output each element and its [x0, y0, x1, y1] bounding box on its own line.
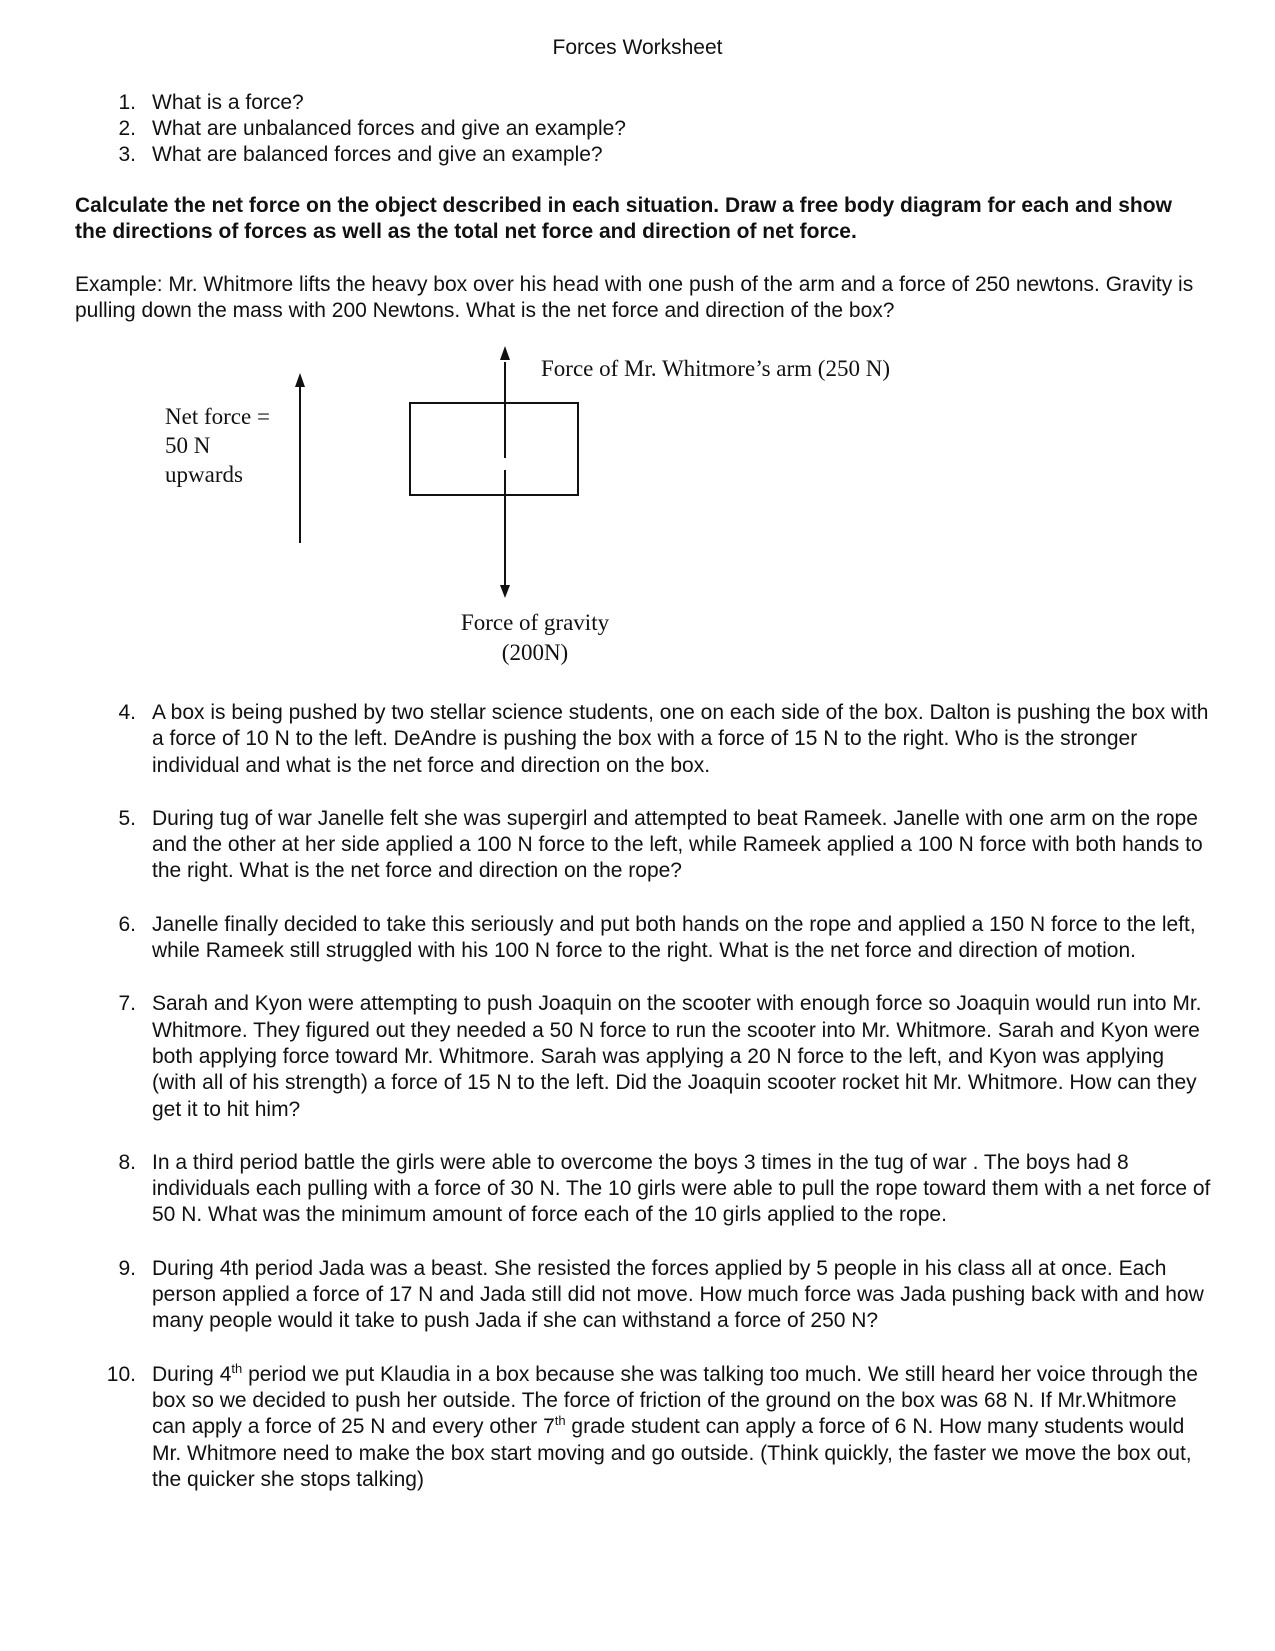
question-number: 9. [118, 1256, 136, 1280]
list-item [76, 1150, 1211, 1229]
arm-force-arrowhead [500, 346, 510, 360]
list-item [76, 1362, 1211, 1493]
net-force-arrowhead [295, 373, 305, 387]
list-item [76, 991, 1211, 1122]
question-text: What is a force? [152, 91, 304, 114]
question-text: What are unbalanced forces and give an example? [152, 117, 626, 140]
list-item [76, 806, 1211, 885]
question-text-part: period we put Klaudia in a box because she was talking too much. We still heard her voice through the box so we decided to push her outside. The force of friction of the ground on the box was 68 N. If Mr.Whitmore can apply a force of 25 N and every other 7 [152, 1362, 1198, 1439]
arm-force-label: Force of Mr. Whitmore’s arm (250 N) [541, 356, 890, 381]
question-text [152, 1360, 1198, 1491]
question-number: 1. [118, 91, 136, 114]
net-force-label-line: upwards [165, 462, 243, 487]
question-text: In a third period battle the girls were able to overcome the boys 3 times in the tug of war . The boys had 8 individuals each pulling with a force of 30 N. The 10 girls were able to pull the rope toward them with a net force of 50 N. What was the minimum amount of force each of the 10 girls applied to the rope. [152, 1150, 1211, 1227]
question-text: During 4th period Jada was a beast. She resisted the forces applied by 5 people in his class all at once. Each person applied a force of 17 N and Jada still did not move. How much force was Jada pushing back with and how many people would it take to push Jada if she can withstand a force of 250 N? [152, 1256, 1204, 1333]
question-text-part: grade student can apply a force of 6 N. How many students would Mr. Whitmore need to make the box start moving and go outside. (Think quickly, the faster we move the box out, the quicker she stops talking) [152, 1415, 1192, 1491]
superscript: th [231, 1360, 243, 1376]
question-number: 3. [118, 143, 136, 166]
question-number: 2. [118, 117, 136, 140]
question-text: Janelle finally decided to take this seriously and put both hands on the rope and applied a 150 N force to the left, while Rameek still struggled with his 100 N force to the right. What is the net force and direction of motion. [152, 912, 1196, 963]
question-text: A box is being pushed by two stellar science students, one on each side of the box. Dalton is pushing the box with a force of 10 N to the left. DeAndre is pushing the box with a force of 15 N to the right. Who is the stronger individual and what is the net force and direction on the box. [152, 701, 1209, 777]
page-title: Forces Worksheet [552, 36, 723, 59]
gravity-label-line: (200N) [501, 640, 569, 665]
question-number: 6. [118, 912, 136, 936]
question-number: 4. [118, 701, 136, 724]
gravity-label-line: Force of gravity [460, 610, 610, 635]
example-text: Example: Mr. Whitmore lifts the heavy box over his head with one push of the arm and a force of 250 newtons. Gravity is pulling down the mass with 200 Newtons. What is the net force and direction of the box? [75, 273, 1194, 322]
question-number: 7. [118, 992, 136, 1016]
gravity-force-label [440, 608, 630, 668]
list-item [76, 700, 1211, 779]
gravity-force-arrowhead [500, 585, 510, 598]
question-text: What are balanced forces and give an example? [152, 143, 603, 166]
net-force-label [165, 402, 295, 489]
list-item [76, 912, 1211, 965]
box-shape [410, 403, 578, 495]
problem-list [76, 700, 1211, 1520]
question-text: Sarah and Kyon were attempting to push Joaquin on the scooter with enough force so Joaquin would run into Mr. Whitmore. They figured out they needed a 50 N force to run the scooter into Mr. Whitmore. Sarah and Kyon were both applying force toward Mr. Whitmore. Sarah was applying a 20 N force to the left, and Kyon was applying (with all of his strength) a force of 15 N to the left. Did the Joaquin scooter rocket hit Mr. Whitmore. How can they get it to hit him? [152, 992, 1202, 1121]
instructions: Calculate the net force on the object described in each situation. Draw a free body diagram for each and show the directions of forces as well as the total net force and direction of net force. [75, 194, 1172, 243]
net-force-label-line: Net force = [165, 404, 270, 429]
question-number: 5. [118, 806, 136, 830]
question-text-part: During 4 [152, 1362, 232, 1386]
question-number: 10. [106, 1362, 136, 1386]
list-item [76, 1256, 1211, 1335]
superscript: th [554, 1413, 566, 1429]
question-number: 8. [118, 1150, 136, 1174]
net-force-label-line: 50 N [165, 433, 211, 458]
question-text: During tug of war Janelle felt she was supergirl and attempted to beat Rameek. Janelle with one arm on the rope and the other at her side applied a 100 N force to the left, while Rameek applied a 100 N force with both hands to the right. What is the net force and direction on the rope? [152, 806, 1203, 883]
